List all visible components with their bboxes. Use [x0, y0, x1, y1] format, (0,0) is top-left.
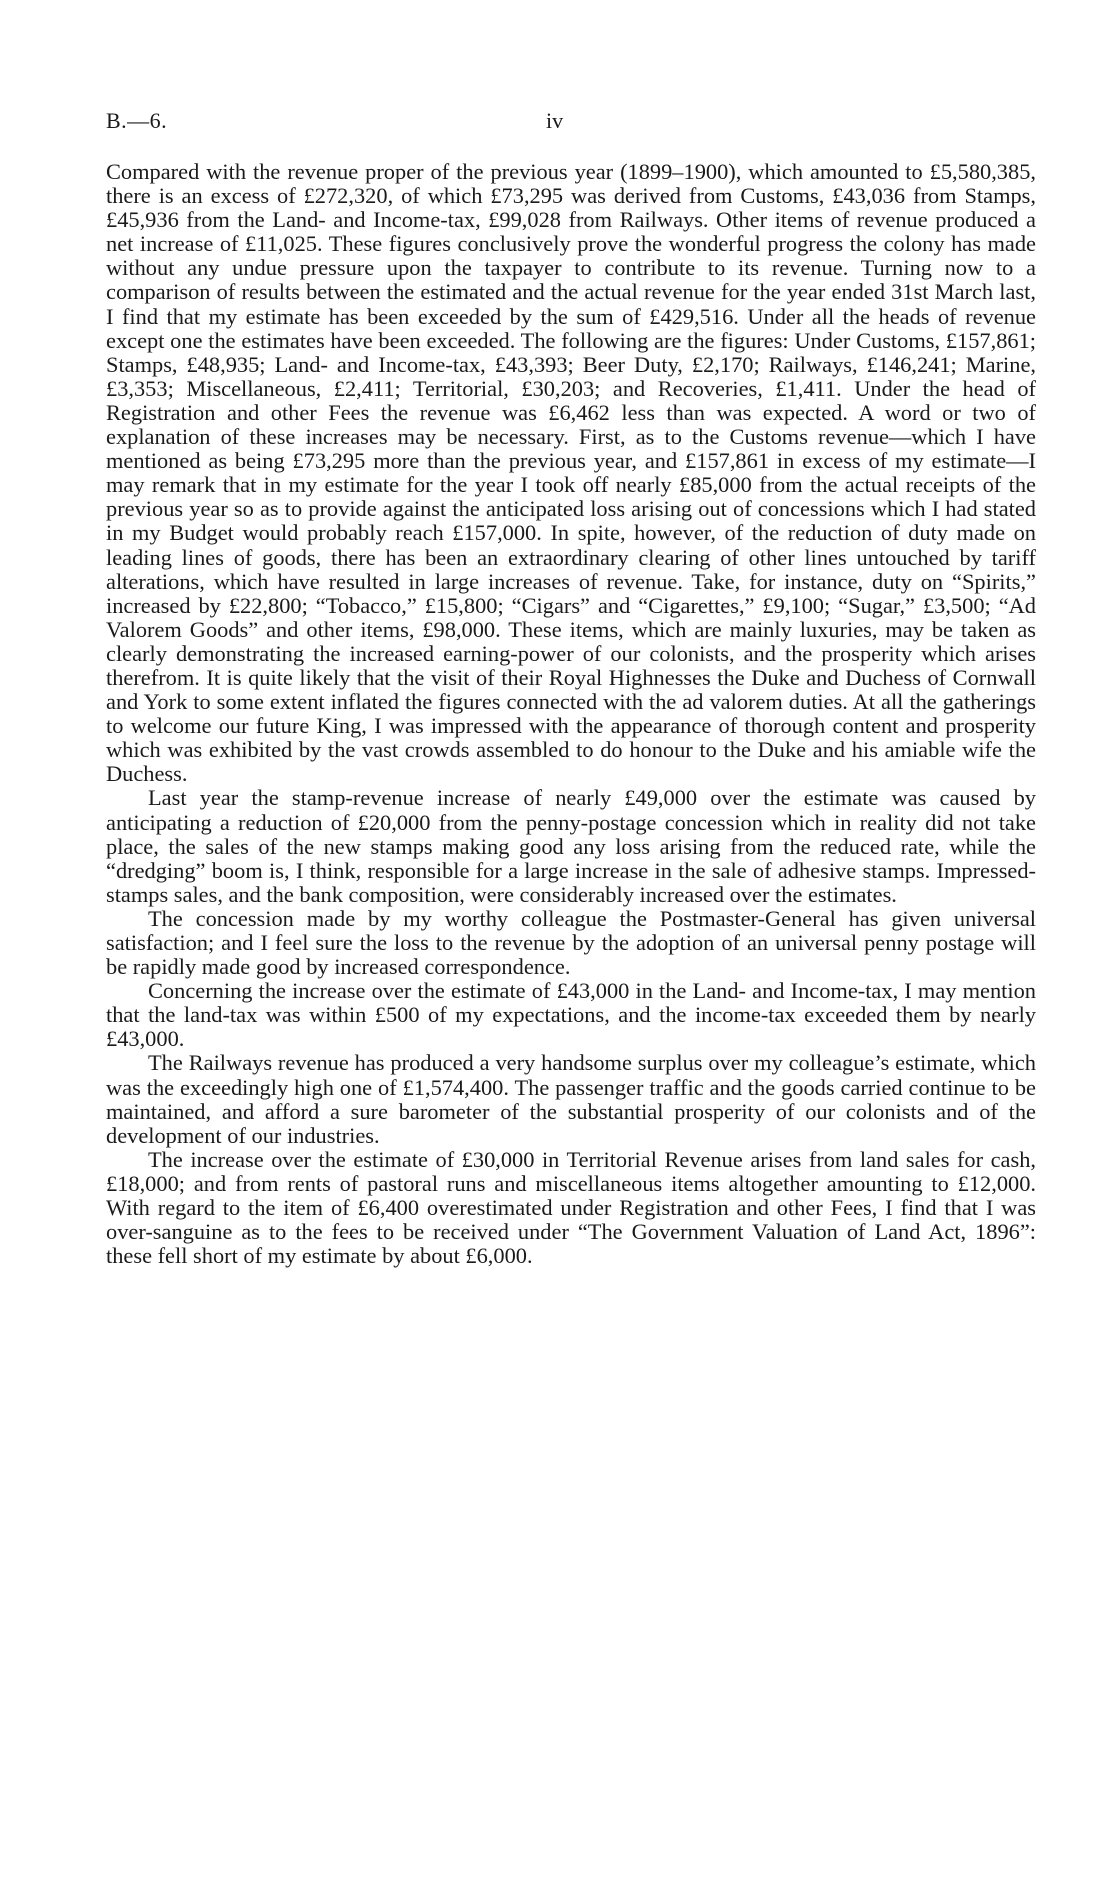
document-body [106, 160, 1036, 1268]
document-reference: B.—6. [106, 108, 168, 133]
paragraph-territorial-revenue: The increase over the estimate of £30,000 in Territorial Revenue arises from land sales for cash, £18,000; and from rents of pastoral runs and miscellaneous items altogether amounting to £12,000. With regard to the item of £6,400 overestimated under Registration and other Fees, I find that I was over-sanguine as to the fees to be received under “The Government Valuation of Land Act, 1896”: these fell short of my estimate by about £6,000. [106, 1146, 1036, 1269]
paragraph-postage-concession: The concession made by my worthy colleague the Postmaster-General has given universal satisfaction; and I feel sure the loss to the revenue by the adoption of an universal penny postage will be rapidly made good by increased correspondence. [106, 905, 1036, 980]
page-number: iv [546, 108, 564, 133]
page-header [106, 108, 1036, 138]
paragraph-land-income-tax: Concerning the increase over the estimate of £43,000 in the Land- and Income-tax, I may mention that the land-tax was within £500 of my expectations, and the income-tax exceeded them by nearly £43,000. [106, 978, 1036, 1052]
paragraph-stamp-revenue: Last year the stamp-revenue increase of nearly £49,000 over the estimate was caused by anticipating a reduction of £20,000 from the penny-postage concession which in reality did not take place, the sales of the new stamps making good any loss arising from the reduced rate, while the “dredging” boom is, I think, responsible for a large increase in the sale of adhesive stamps. Impressed-stamps sales, and the bank composition, were considerably increased over the estimates. [106, 785, 1036, 907]
paragraph-revenue-comparison: Compared with the revenue proper of the previous year (1899–1900), which amounted to £5,580,385, there is an excess of £272,320, of which £73,295 was derived from Customs, £43,036 from Stamps, £45,936 from the Land- and Income-tax, £99,028 from Railways. Other items of revenue produced a net increase of £11,025. These figures conclusively prove the wonderful progress the colony has made without any undue pressure upon the taxpayer to contribute to its revenue. Turning now to a comparison of results between the estimated and the actual revenue for the year ended 31st March last, I find that my estimate has been exceeded by the sum of £429,516. Under all the heads of revenue except one the estimates have been exceeded. The following are the figures: Under Customs, £157,861; Stamps, £48,935; Land- and Income-tax, £43,393; Beer Duty, £2,170; Railways, £146,241; Marine, £3,353; Miscellaneous, £2,411; Territorial, £30,203; and Recoveries, £1,411. Under the head of Registration and other Fees the revenue was £6,462 less than was expected. A word or two of explanation of these increases may be necessary. First, as to the Customs revenue—which I have mentioned as being £73,295 more than the previous year, and £157,861 in excess of my estimate—I may remark that in my estimate for the year I took off nearly £85,000 from the actual receipts of the previous year so as to provide against the anticipated loss arising out of concessions which I had stated in my Budget would probably reach £157,000. In spite, however, of the reduction of duty made on leading lines of goods, there has been an extraordinary clearing of other lines untouched by tariff alterations, which have resulted in large increases of revenue. Take, for instance, duty on “Spirits,” increased by £22,800; “Tobacco,” £15,800; “Cigars” and “Cigarettes,” £9,100; “Sugar,” £3,500; “Ad Valorem Goods” and other items, £98,000. These items, which are mainly luxuries, may be taken as clearly demonstrating the increased earning-power of our colonists, and the prosperity which arises therefrom. It is quite likely that the visit of their Royal Highnesses the Duke and Duchess of Cornwall and York to some extent inflated the figures connected with the ad valorem duties. At all the gatherings to welcome our future King, I was impressed with the appearance of thorough content and prosperity which was exhibited by the vast crowds assembled to do honour to the Duke and his amiable wife the Duchess. [106, 159, 1036, 787]
paragraph-railways-revenue: The Railways revenue has produced a very handsome surplus over my colleague’s estimate, which was the exceedingly high one of £1,574,400. The passenger traffic and the goods carried continue to be maintained, and afford a sure barometer of the substantial prosperity of our colonists and of the development of our industries. [106, 1050, 1036, 1148]
